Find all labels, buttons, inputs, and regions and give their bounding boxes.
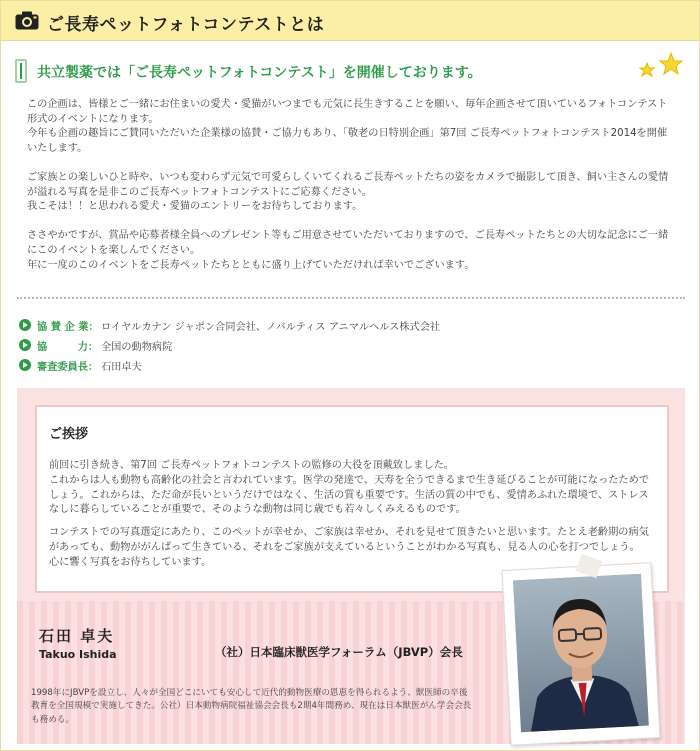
title-bar xyxy=(1,1,699,41)
info-row-judge xyxy=(19,358,679,378)
profile-affiliation: （社）日本臨床獣医学フォーラム（JBVP）会長 xyxy=(215,645,463,659)
intro-text xyxy=(27,98,675,288)
portrait-frame xyxy=(501,562,660,746)
greeting-body xyxy=(49,459,659,579)
arrow-right-icon xyxy=(19,359,31,371)
arrow-right-icon xyxy=(19,319,31,331)
info-value: 石田卓夫 xyxy=(101,362,142,373)
section-subheading xyxy=(15,58,615,84)
portrait-photo xyxy=(513,574,649,732)
info-row-cooperation xyxy=(19,338,679,358)
profile-name-japanese: 石田 卓夫 xyxy=(39,627,115,645)
subheading-text: 共立製薬では「ご長寿ペットフォトコンテスト」を開催しております。 xyxy=(37,65,482,81)
profile-bio: 1998年にJBVPを設立し、人々が全国どこにいても安心して近代的動物医療の恩恵を得られるよう、獣医師の卒後 教育を全国規模で実施してきた。公社）日本動物病院福祉協会会長も2期4年間務め、現在は日本獣医がん学会会長 も務める。 xyxy=(31,688,472,725)
info-label: 協 賛 企 業： xyxy=(37,322,99,333)
camera-icon xyxy=(15,11,39,30)
page-title: ご長寿ペットフォトコンテストとは xyxy=(47,15,325,35)
subheading-marker-icon xyxy=(15,59,27,83)
greeting-title: ご挨拶 xyxy=(49,427,89,442)
info-value: ロイヤルカナン ジャポン合同会社、ノバルティス アニマルヘルス株式会社 xyxy=(101,322,441,333)
intro-paragraph: ご家族との楽しいひと時や、いつも変わらず元気で可愛らしくいてくれるご長寿ペットたちの姿をカメラで撮影して頂き、飼い主さんの愛情 が溢れる写真を是非このご長寿ペットフォトコンテストにご応募ください。 我こそは！！と思われる愛犬・愛猫のエントリーをお待ちしております。 xyxy=(27,171,669,213)
info-value: 全国の動物病院 xyxy=(101,342,173,353)
intro-paragraph: ささやかですが、賞品や応募者様全員へのプレゼント等もご用意させていただいておりますので、ご長寿ペットたちとの大切な記念にご一緒 にこのイベントを楽しんでください。 年に一度のこのイベントをご長寿ペットたちとともに盛り上げていただければ幸いでございます。 xyxy=(27,230,669,271)
info-row-sponsors xyxy=(19,318,679,338)
stars-icon xyxy=(637,51,685,81)
person-portrait-icon xyxy=(513,574,649,732)
info-label: 審査委員長： xyxy=(37,362,99,373)
greeting-box xyxy=(35,405,669,593)
profile-name-english: Takuo Ishida xyxy=(39,648,117,661)
info-label: 協 力： xyxy=(37,342,99,353)
greeting-paragraph: 前回に引き続き、第7回 ご長寿ペットフォトコンテストの監修の大役を頂戴致しました。 これからは人も動物も高齢化の社会と言われています。医学の発達で、天寿を全うできるまで生き延びることが可能になったためで しょう。これからは、ただ命が長いというだけではなく、生活の質も重要です。生活の質の中でも、愛情あふれた環境で、ストレス なしに暮らしていることが重要で、そのような動物は同じ歳でも若々しくみえるものです。 xyxy=(49,460,650,516)
arrow-right-icon xyxy=(19,339,31,351)
greeting-paragraph: コンテストでの写真選定にあたり、このペットが幸せか、ご家族は幸せか、それを見せて頂きたいと思います。たとえ老齢期の病気 があっても、動物ががんばって生きている、それをご家族が支えているということがわかる写真も、見る人の心を打つでしょう。 心に響く写真をお待ちしています。 xyxy=(49,527,649,568)
info-list xyxy=(19,318,679,378)
divider xyxy=(17,297,685,299)
intro-paragraph: この企画は、皆様とご一緒にお住まいの愛犬・愛猫がいつまでも元気に長生きすることを願い、毎年企画させて頂いているフォトコンテスト 形式のイベントになります。 今年も企画の趣旨にご賛同いただいた企業様の協賛・ご協力もあり、「敬老の日特別企画」第7回 ご長寿ペットフォトコンテスト2014を開催 いたします。 xyxy=(27,99,668,154)
